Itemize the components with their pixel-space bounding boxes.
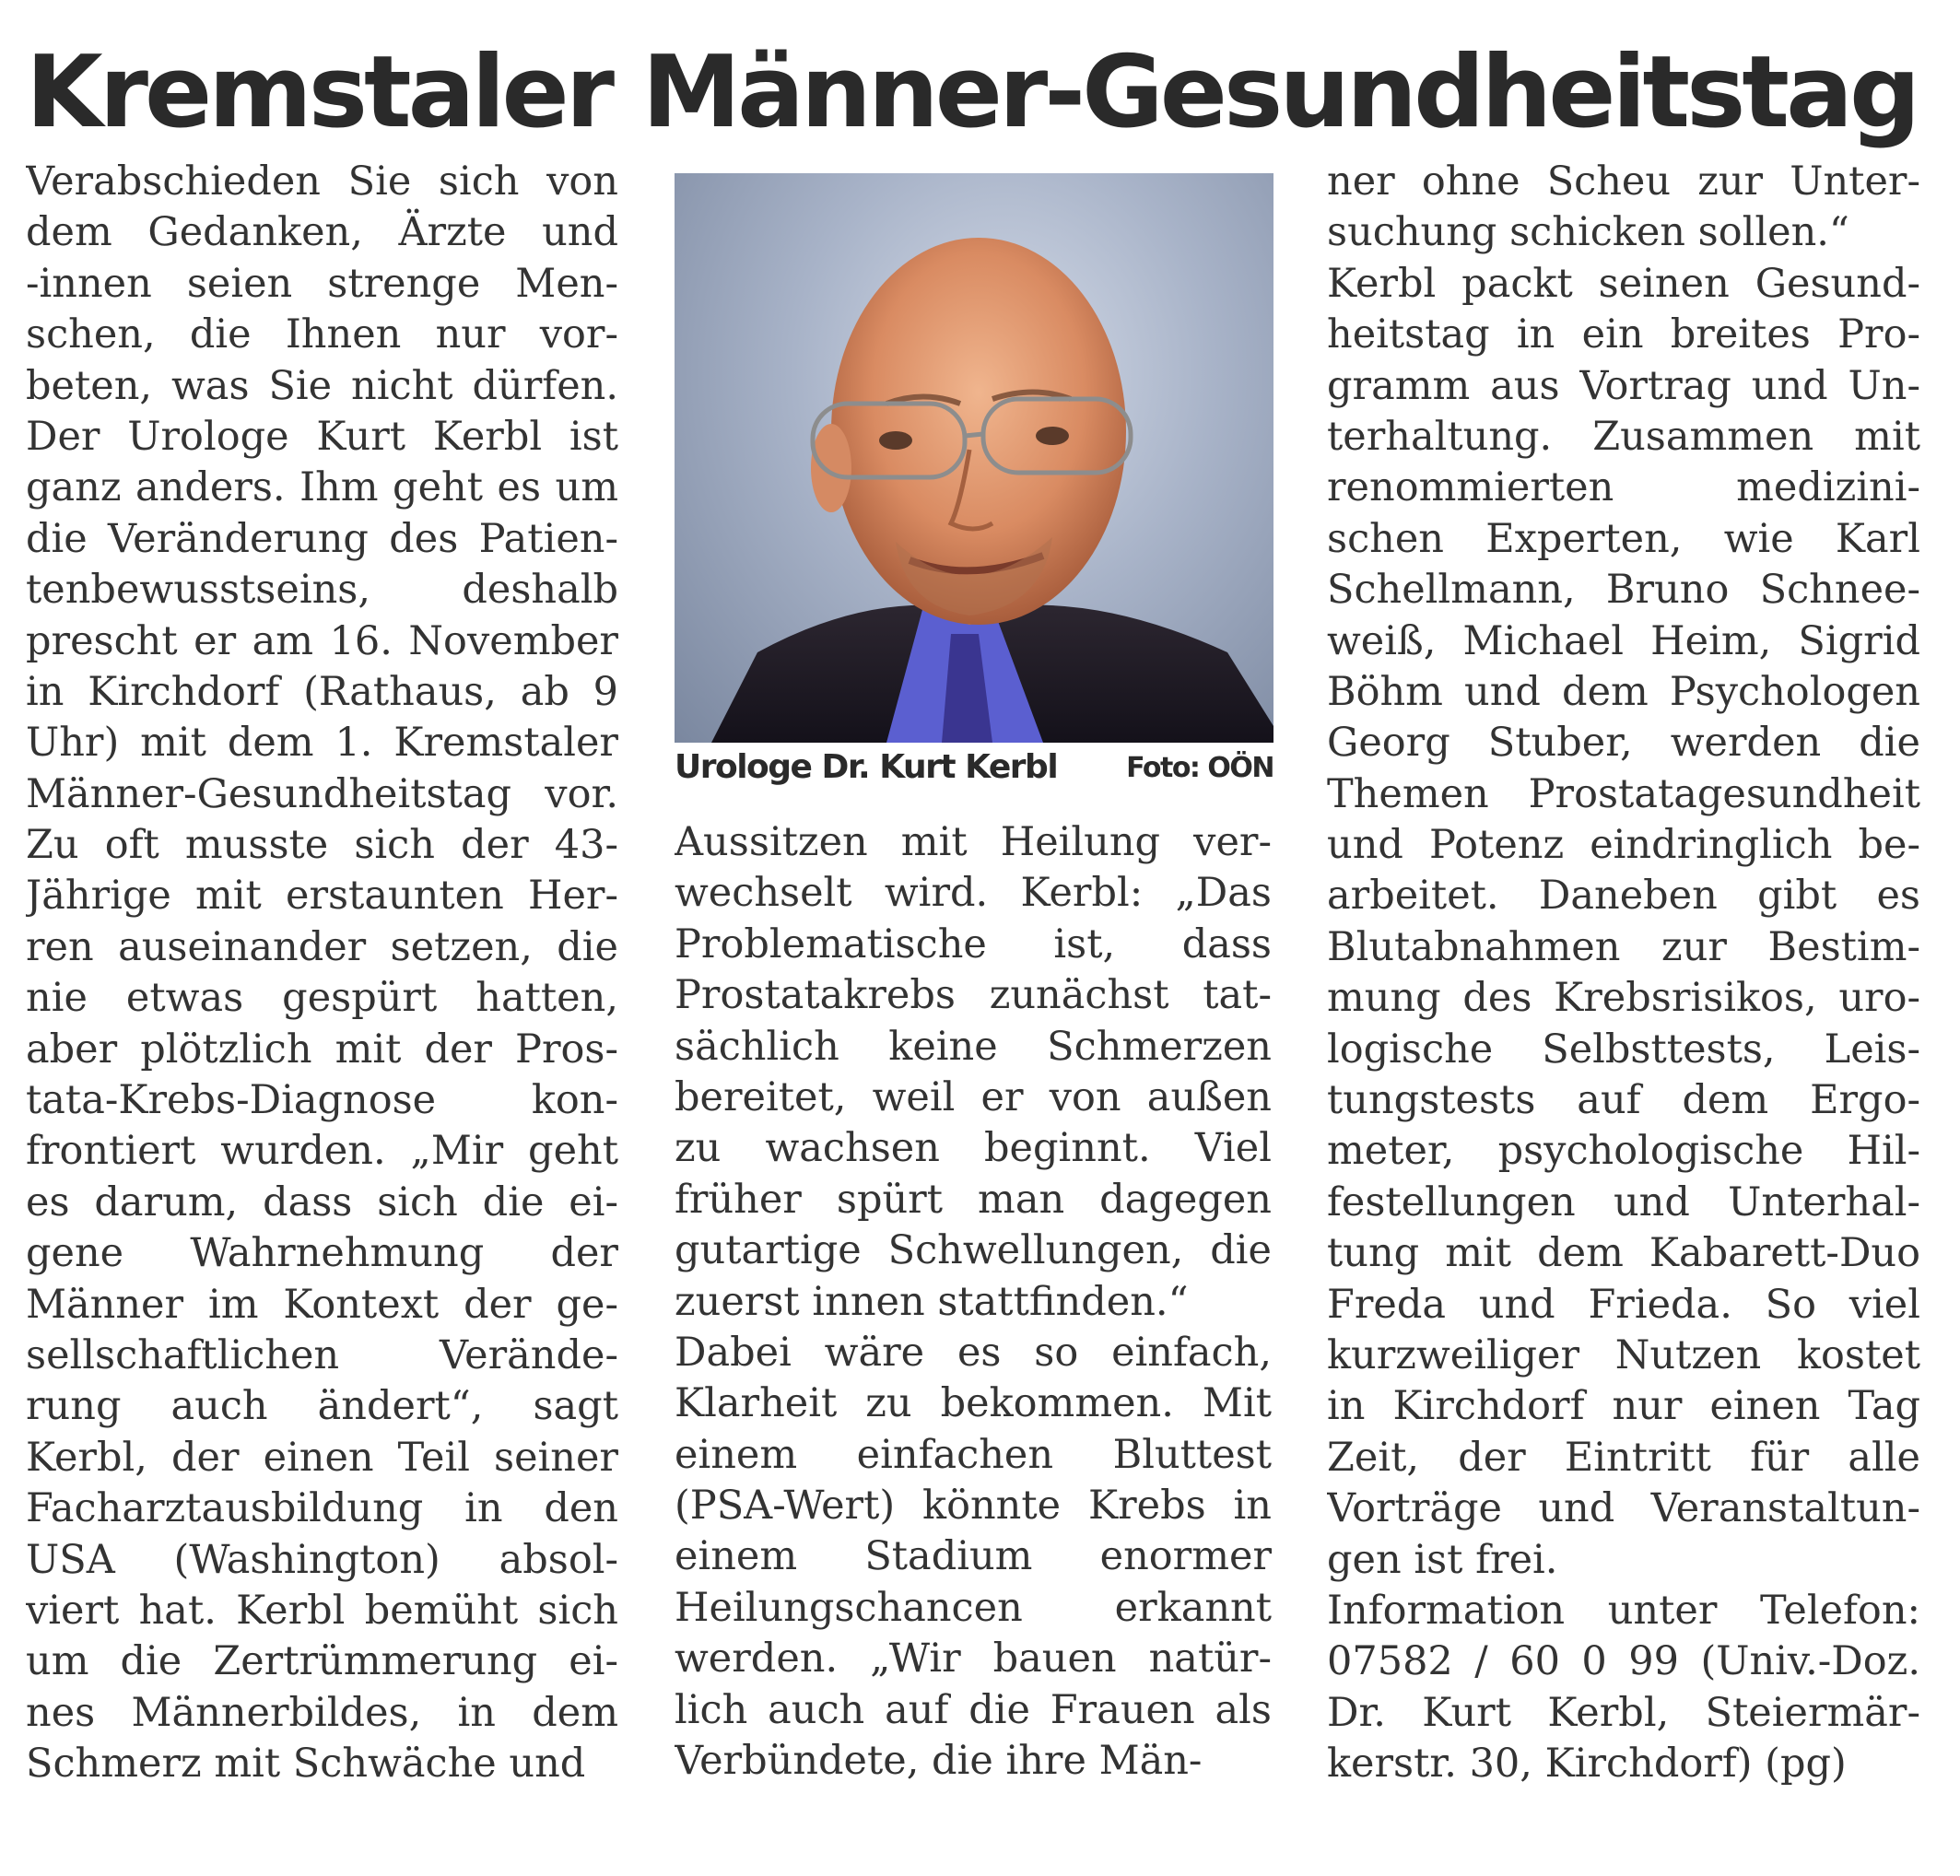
text-line: nie etwas gespürt hatten,: [26, 975, 618, 1022]
text-line: Schmerz mit Schwäche und: [26, 1741, 586, 1788]
text-line: Männer-Gesundheitstag vor.: [26, 770, 618, 817]
article-column-2: [675, 817, 1272, 1787]
article-column-1: [26, 157, 618, 1790]
text-line: weiß, Michael Heim, Sigrid: [1327, 617, 1920, 664]
text-line: tungstests auf dem Ergo-: [1327, 1077, 1920, 1124]
text-line: prescht er am 16. November: [26, 617, 618, 664]
article-column-3: [1327, 157, 1920, 1790]
text-line: Aussitzen mit Heilung ver-: [675, 819, 1272, 865]
text-line: Kerbl, der einen Teil seiner: [26, 1434, 618, 1481]
text-line: renommierten medizini-: [1327, 464, 1920, 511]
text-line: dem Gedanken, Ärzte und: [26, 209, 618, 256]
text-line: schen, die Ihnen nur vor-: [26, 311, 618, 358]
text-line: Verabschieden Sie sich von: [26, 158, 618, 205]
headline: Kremstaler Männer-Gesundheitstag: [26, 35, 1918, 150]
text-line: suchung schicken sollen.“: [1327, 209, 1849, 256]
text-line: wechselt wird. Kerbl: „Das: [675, 870, 1272, 917]
text-line: Zu oft musste sich der 43-: [26, 822, 618, 869]
text-line: viert hat. Kerbl bemüht sich: [26, 1587, 618, 1634]
photo-caption: [675, 748, 1273, 800]
text-line: ner ohne Scheu zur Unter-: [1327, 158, 1920, 205]
text-line: Jährige mit erstaunten Her-: [26, 873, 618, 920]
text-line: und Potenz eindringlich be-: [1327, 822, 1920, 869]
text-line: zuerst innen stattfinden.“: [675, 1278, 1189, 1325]
text-line: Vorträge und Veranstaltun-: [1327, 1485, 1920, 1532]
text-line: bereitet, weil er von außen: [675, 1073, 1272, 1120]
text-line: Der Urologe Kurt Kerbl ist: [26, 413, 618, 460]
text-line: zu wachsen beginnt. Viel: [675, 1125, 1272, 1172]
text-line: beten, was Sie nicht dürfen.: [26, 362, 618, 409]
text-line: Uhr) mit dem 1. Kremstaler: [26, 720, 618, 767]
text-line: Böhm und dem Psychologen: [1327, 668, 1920, 715]
text-line: kurzweiliger Nutzen kostet: [1327, 1331, 1920, 1378]
text-line: ren auseinander setzen, die: [26, 923, 618, 970]
text-line: meter, psychologische Hil-: [1327, 1128, 1920, 1175]
text-line: -innen seien strenge Men-: [26, 260, 618, 307]
text-line: Information unter Telefon:: [1327, 1587, 1920, 1634]
text-line: Verbündete, die ihre Män-: [675, 1738, 1203, 1785]
text-line: Kerbl packt seinen Gesund-: [1327, 260, 1920, 307]
text-line: einem Stadium enormer: [675, 1533, 1272, 1580]
text-line: (PSA-Wert) könnte Krebs in: [675, 1483, 1272, 1530]
text-line: ganz anders. Ihm geht es um: [26, 464, 618, 511]
text-line: Schellmann, Bruno Schnee-: [1327, 567, 1920, 614]
text-line: einem einfachen Bluttest: [675, 1431, 1272, 1478]
text-line: gen ist frei.: [1327, 1536, 1558, 1583]
text-line: Freda und Frieda. So viel: [1327, 1281, 1920, 1328]
text-line: Klarheit zu bekommen. Mit: [675, 1380, 1272, 1427]
text-line: nes Männerbildes, in dem: [26, 1689, 618, 1736]
text-line: frontiert wurden. „Mir geht: [26, 1128, 618, 1175]
text-line: Themen Prostatagesundheit: [1327, 770, 1920, 817]
text-line: gramm aus Vortrag und Un-: [1327, 362, 1920, 409]
text-line: gutartige Schwellungen, die: [675, 1227, 1272, 1274]
photo-credit: Foto: OÖN: [1126, 752, 1273, 784]
text-line: tenbewusstseins, deshalb: [26, 567, 618, 614]
portrait-illustration: [675, 173, 1273, 743]
text-line: sellschaftlichen Verände-: [26, 1331, 618, 1378]
text-line: Dr. Kurt Kerbl, Steiermär-: [1327, 1689, 1920, 1736]
text-line: Zeit, der Eintritt für alle: [1327, 1434, 1920, 1481]
text-line: terhaltung. Zusammen mit: [1327, 413, 1920, 460]
portrait-photo: [675, 173, 1273, 743]
text-line: die Veränderung des Patien-: [26, 515, 618, 562]
text-line: rung auch ändert“, sagt: [26, 1383, 618, 1430]
text-line: lich auch auf die Frauen als: [675, 1686, 1272, 1733]
text-line: früher spürt man dagegen: [675, 1176, 1272, 1223]
text-line: gene Wahrnehmung der: [26, 1230, 618, 1277]
text-line: sächlich keine Schmerzen: [675, 1023, 1272, 1070]
text-line: Problematische ist, dass: [675, 920, 1272, 967]
text-line: 07582 / 60 0 99 (Univ.-Doz.: [1327, 1638, 1920, 1685]
text-line: aber plötzlich mit der Pros-: [26, 1026, 618, 1073]
text-line: Heilungschancen erkannt: [675, 1584, 1272, 1631]
text-line: in Kirchdorf nur einen Tag: [1327, 1383, 1920, 1430]
text-line: tung mit dem Kabarett-Duo: [1327, 1230, 1920, 1277]
text-line: schen Experten, wie Karl: [1327, 515, 1920, 562]
text-line: Blutabnahmen zur Bestim-: [1327, 923, 1920, 970]
text-line: Facharztausbildung in den: [26, 1485, 618, 1532]
text-line: kerstr. 30, Kirchdorf) (pg): [1327, 1741, 1847, 1788]
text-line: in Kirchdorf (Rathaus, ab 9: [26, 668, 618, 715]
text-line: Dabei wäre es so einfach,: [675, 1329, 1272, 1376]
text-line: festellungen und Unterhal-: [1327, 1178, 1920, 1225]
text-line: werden. „Wir bauen natür-: [675, 1636, 1272, 1683]
text-line: logische Selbsttests, Leis-: [1327, 1026, 1920, 1073]
text-line: Männer im Kontext der ge-: [26, 1281, 618, 1328]
text-line: heitstag in ein breites Pro-: [1327, 311, 1920, 358]
text-line: USA (Washington) absol-: [26, 1536, 618, 1583]
text-line: um die Zertrümmerung ei-: [26, 1638, 618, 1685]
caption-text: Urologe Dr. Kurt Kerbl: [675, 748, 1058, 786]
text-line: Georg Stuber, werden die: [1327, 720, 1920, 767]
text-line: mung des Krebsrisikos, uro-: [1327, 975, 1920, 1022]
text-line: Prostatakrebs zunächst tat-: [675, 972, 1272, 1019]
text-line: arbeitet. Daneben gibt es: [1327, 873, 1920, 920]
text-line: es darum, dass sich die ei-: [26, 1178, 618, 1225]
text-line: tata-Krebs-Diagnose kon-: [26, 1077, 618, 1124]
